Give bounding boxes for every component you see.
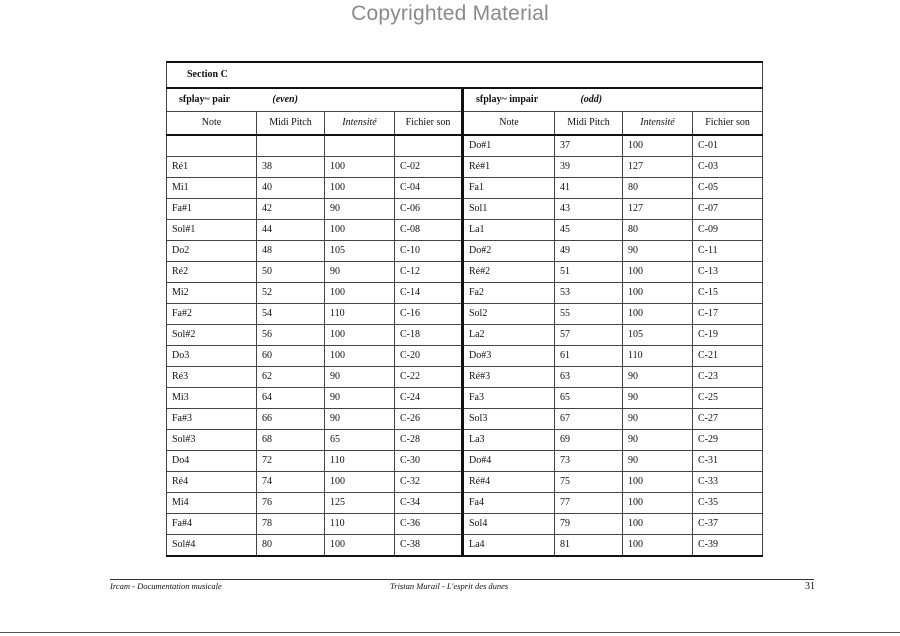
even-sound-file-cell: C-20 bbox=[395, 346, 463, 367]
odd-note-cell: Fa1 bbox=[463, 178, 555, 199]
odd-sound-file-cell: C-19 bbox=[693, 325, 763, 346]
table-row bbox=[167, 514, 763, 535]
even-sound-file-cell bbox=[395, 135, 463, 157]
odd-intensity-cell: 100 bbox=[623, 283, 693, 304]
even-note-cell: Ré2 bbox=[167, 262, 257, 283]
even-intensity-cell bbox=[325, 135, 395, 157]
table-row bbox=[167, 535, 763, 557]
odd-sound-file-cell: C-23 bbox=[693, 367, 763, 388]
even-note-cell: Fa#4 bbox=[167, 514, 257, 535]
odd-midi-pitch-cell: 39 bbox=[555, 157, 623, 178]
odd-midi-pitch-cell: 57 bbox=[555, 325, 623, 346]
odd-group-header bbox=[463, 88, 763, 112]
odd-midi-pitch-cell: 65 bbox=[555, 388, 623, 409]
odd-group-subtitle: (odd) bbox=[580, 94, 603, 105]
odd-intensity-cell: 100 bbox=[623, 472, 693, 493]
even-midi-pitch-cell: 40 bbox=[257, 178, 325, 199]
even-midi-pitch-cell: 38 bbox=[257, 157, 325, 178]
odd-note-cell: Ré#2 bbox=[463, 262, 555, 283]
copyright-watermark: Copyrighted Material bbox=[351, 2, 549, 25]
even-sound-file-cell: C-02 bbox=[395, 157, 463, 178]
odd-note-cell: Ré#3 bbox=[463, 367, 555, 388]
odd-midi-pitch-cell: 37 bbox=[555, 135, 623, 157]
column-header-sound-file: Fichier son bbox=[395, 112, 463, 136]
odd-midi-pitch-cell: 79 bbox=[555, 514, 623, 535]
even-intensity-cell: 90 bbox=[325, 409, 395, 430]
even-sound-file-cell: C-28 bbox=[395, 430, 463, 451]
even-sound-file-cell: C-18 bbox=[395, 325, 463, 346]
odd-intensity-cell: 100 bbox=[623, 304, 693, 325]
odd-sound-file-cell: C-15 bbox=[693, 283, 763, 304]
odd-midi-pitch-cell: 43 bbox=[555, 199, 623, 220]
odd-midi-pitch-cell: 63 bbox=[555, 367, 623, 388]
odd-intensity-cell: 90 bbox=[623, 430, 693, 451]
odd-note-cell: Do#4 bbox=[463, 451, 555, 472]
odd-midi-pitch-cell: 41 bbox=[555, 178, 623, 199]
table-row bbox=[167, 451, 763, 472]
odd-note-cell: Sol2 bbox=[463, 304, 555, 325]
even-sound-file-cell: C-10 bbox=[395, 241, 463, 262]
even-note-cell: Do4 bbox=[167, 451, 257, 472]
odd-midi-pitch-cell: 53 bbox=[555, 283, 623, 304]
table-row bbox=[167, 325, 763, 346]
even-midi-pitch-cell: 80 bbox=[257, 535, 325, 557]
even-midi-pitch-cell: 60 bbox=[257, 346, 325, 367]
column-header-intensity: Intensité bbox=[325, 112, 395, 136]
even-sound-file-cell: C-12 bbox=[395, 262, 463, 283]
table-row bbox=[167, 472, 763, 493]
odd-sound-file-cell: C-03 bbox=[693, 157, 763, 178]
even-midi-pitch-cell: 50 bbox=[257, 262, 325, 283]
even-note-cell: Mi1 bbox=[167, 178, 257, 199]
odd-intensity-cell: 90 bbox=[623, 388, 693, 409]
even-intensity-cell: 100 bbox=[325, 178, 395, 199]
table-row bbox=[167, 199, 763, 220]
odd-intensity-cell: 100 bbox=[623, 262, 693, 283]
odd-sound-file-cell: C-13 bbox=[693, 262, 763, 283]
even-note-cell: Fa#3 bbox=[167, 409, 257, 430]
even-note-cell: Sol#4 bbox=[167, 535, 257, 557]
odd-sound-file-cell: C-17 bbox=[693, 304, 763, 325]
odd-intensity-cell: 90 bbox=[623, 409, 693, 430]
even-group-subtitle: (even) bbox=[272, 94, 298, 105]
even-sound-file-cell: C-22 bbox=[395, 367, 463, 388]
column-header-sound-file: Fichier son bbox=[693, 112, 763, 136]
even-sound-file-cell: C-14 bbox=[395, 283, 463, 304]
even-intensity-cell: 90 bbox=[325, 388, 395, 409]
odd-midi-pitch-cell: 51 bbox=[555, 262, 623, 283]
odd-intensity-cell: 127 bbox=[623, 199, 693, 220]
table-row bbox=[167, 178, 763, 199]
odd-sound-file-cell: C-25 bbox=[693, 388, 763, 409]
even-sound-file-cell: C-36 bbox=[395, 514, 463, 535]
odd-midi-pitch-cell: 67 bbox=[555, 409, 623, 430]
odd-sound-file-cell: C-33 bbox=[693, 472, 763, 493]
table-row bbox=[167, 367, 763, 388]
odd-intensity-cell: 110 bbox=[623, 346, 693, 367]
even-note-cell: Fa#2 bbox=[167, 304, 257, 325]
even-intensity-cell: 100 bbox=[325, 472, 395, 493]
odd-intensity-cell: 100 bbox=[623, 535, 693, 557]
even-midi-pitch-cell: 56 bbox=[257, 325, 325, 346]
even-midi-pitch-cell: 42 bbox=[257, 199, 325, 220]
section-title: Section C bbox=[167, 62, 763, 88]
page-edge bbox=[0, 632, 900, 633]
even-intensity-cell: 125 bbox=[325, 493, 395, 514]
odd-midi-pitch-cell: 73 bbox=[555, 451, 623, 472]
column-header-midi-pitch: Midi Pitch bbox=[257, 112, 325, 136]
odd-sound-file-cell: C-01 bbox=[693, 135, 763, 157]
even-intensity-cell: 100 bbox=[325, 157, 395, 178]
even-midi-pitch-cell: 64 bbox=[257, 388, 325, 409]
odd-midi-pitch-cell: 61 bbox=[555, 346, 623, 367]
even-note-cell: Do2 bbox=[167, 241, 257, 262]
table-row bbox=[167, 220, 763, 241]
column-header-note: Note bbox=[167, 112, 257, 136]
even-sound-file-cell: C-24 bbox=[395, 388, 463, 409]
even-sound-file-cell: C-34 bbox=[395, 493, 463, 514]
table-row bbox=[167, 157, 763, 178]
even-intensity-cell: 100 bbox=[325, 220, 395, 241]
odd-sound-file-cell: C-21 bbox=[693, 346, 763, 367]
note-table bbox=[166, 61, 763, 557]
even-midi-pitch-cell: 48 bbox=[257, 241, 325, 262]
odd-note-cell: La1 bbox=[463, 220, 555, 241]
odd-sound-file-cell: C-27 bbox=[693, 409, 763, 430]
table-row bbox=[167, 388, 763, 409]
odd-note-cell: Do#2 bbox=[463, 241, 555, 262]
note-table-container bbox=[166, 61, 762, 557]
odd-sound-file-cell: C-05 bbox=[693, 178, 763, 199]
odd-note-cell: La4 bbox=[463, 535, 555, 557]
even-sound-file-cell: C-38 bbox=[395, 535, 463, 557]
odd-note-cell: Do#3 bbox=[463, 346, 555, 367]
odd-intensity-cell: 105 bbox=[623, 325, 693, 346]
even-midi-pitch-cell: 78 bbox=[257, 514, 325, 535]
table-row bbox=[167, 430, 763, 451]
table-row bbox=[167, 346, 763, 367]
table-row bbox=[167, 283, 763, 304]
even-intensity-cell: 110 bbox=[325, 514, 395, 535]
odd-midi-pitch-cell: 81 bbox=[555, 535, 623, 557]
odd-midi-pitch-cell: 55 bbox=[555, 304, 623, 325]
even-sound-file-cell: C-06 bbox=[395, 199, 463, 220]
even-midi-pitch-cell: 76 bbox=[257, 493, 325, 514]
even-note-cell: Do3 bbox=[167, 346, 257, 367]
even-sound-file-cell: C-32 bbox=[395, 472, 463, 493]
column-header-row bbox=[167, 112, 763, 136]
even-sound-file-cell: C-04 bbox=[395, 178, 463, 199]
table-row bbox=[167, 409, 763, 430]
odd-note-cell: Fa4 bbox=[463, 493, 555, 514]
even-note-cell: Sol#2 bbox=[167, 325, 257, 346]
footer-left-text: Ircam - Documentation musicale bbox=[110, 581, 222, 591]
page-number: 31 bbox=[805, 581, 815, 592]
odd-intensity-cell: 100 bbox=[623, 135, 693, 157]
odd-note-cell: Sol4 bbox=[463, 514, 555, 535]
even-sound-file-cell: C-16 bbox=[395, 304, 463, 325]
even-note-cell: Ré3 bbox=[167, 367, 257, 388]
even-sound-file-cell: C-08 bbox=[395, 220, 463, 241]
odd-midi-pitch-cell: 69 bbox=[555, 430, 623, 451]
odd-intensity-cell: 127 bbox=[623, 157, 693, 178]
odd-intensity-cell: 90 bbox=[623, 367, 693, 388]
even-note-cell: Mi3 bbox=[167, 388, 257, 409]
even-note-cell: Ré1 bbox=[167, 157, 257, 178]
even-intensity-cell: 90 bbox=[325, 262, 395, 283]
odd-note-cell: Do#1 bbox=[463, 135, 555, 157]
table-row bbox=[167, 304, 763, 325]
odd-sound-file-cell: C-29 bbox=[693, 430, 763, 451]
odd-note-cell: Ré#4 bbox=[463, 472, 555, 493]
even-midi-pitch-cell bbox=[257, 135, 325, 157]
odd-sound-file-cell: C-11 bbox=[693, 241, 763, 262]
even-note-cell: Ré4 bbox=[167, 472, 257, 493]
footer-divider bbox=[110, 579, 814, 580]
odd-note-cell: Ré#1 bbox=[463, 157, 555, 178]
odd-note-cell: La3 bbox=[463, 430, 555, 451]
even-intensity-cell: 100 bbox=[325, 325, 395, 346]
odd-intensity-cell: 100 bbox=[623, 514, 693, 535]
even-note-cell: Sol#3 bbox=[167, 430, 257, 451]
table-row bbox=[167, 493, 763, 514]
odd-sound-file-cell: C-39 bbox=[693, 535, 763, 557]
odd-intensity-cell: 80 bbox=[623, 220, 693, 241]
even-midi-pitch-cell: 44 bbox=[257, 220, 325, 241]
even-group-title: sfplay~ pair bbox=[179, 94, 230, 105]
even-intensity-cell: 100 bbox=[325, 283, 395, 304]
even-intensity-cell: 90 bbox=[325, 367, 395, 388]
odd-sound-file-cell: C-09 bbox=[693, 220, 763, 241]
table-row bbox=[167, 135, 763, 157]
footer-center-text: Tristan Murail - L'esprit des dunes bbox=[390, 581, 509, 591]
odd-intensity-cell: 90 bbox=[623, 241, 693, 262]
odd-group-title: sfplay~ impair bbox=[476, 94, 538, 105]
odd-midi-pitch-cell: 75 bbox=[555, 472, 623, 493]
even-intensity-cell: 100 bbox=[325, 535, 395, 557]
even-intensity-cell: 110 bbox=[325, 304, 395, 325]
even-midi-pitch-cell: 74 bbox=[257, 472, 325, 493]
even-note-cell: Fa#1 bbox=[167, 199, 257, 220]
even-midi-pitch-cell: 62 bbox=[257, 367, 325, 388]
even-group-header bbox=[167, 88, 463, 112]
odd-sound-file-cell: C-35 bbox=[693, 493, 763, 514]
even-midi-pitch-cell: 52 bbox=[257, 283, 325, 304]
odd-note-cell: Fa3 bbox=[463, 388, 555, 409]
odd-note-cell: Sol3 bbox=[463, 409, 555, 430]
even-note-cell: Mi4 bbox=[167, 493, 257, 514]
even-intensity-cell: 105 bbox=[325, 241, 395, 262]
even-note-cell: Sol#1 bbox=[167, 220, 257, 241]
even-midi-pitch-cell: 54 bbox=[257, 304, 325, 325]
odd-intensity-cell: 100 bbox=[623, 493, 693, 514]
odd-midi-pitch-cell: 49 bbox=[555, 241, 623, 262]
odd-note-cell: La2 bbox=[463, 325, 555, 346]
table-body bbox=[167, 135, 763, 556]
even-intensity-cell: 65 bbox=[325, 430, 395, 451]
odd-midi-pitch-cell: 45 bbox=[555, 220, 623, 241]
odd-intensity-cell: 90 bbox=[623, 451, 693, 472]
table-row bbox=[167, 241, 763, 262]
column-header-midi-pitch: Midi Pitch bbox=[555, 112, 623, 136]
odd-midi-pitch-cell: 77 bbox=[555, 493, 623, 514]
even-sound-file-cell: C-30 bbox=[395, 451, 463, 472]
even-note-cell: Mi2 bbox=[167, 283, 257, 304]
column-header-note: Note bbox=[463, 112, 555, 136]
even-intensity-cell: 110 bbox=[325, 451, 395, 472]
even-midi-pitch-cell: 72 bbox=[257, 451, 325, 472]
odd-sound-file-cell: C-07 bbox=[693, 199, 763, 220]
odd-note-cell: Sol1 bbox=[463, 199, 555, 220]
odd-sound-file-cell: C-31 bbox=[693, 451, 763, 472]
odd-sound-file-cell: C-37 bbox=[693, 514, 763, 535]
even-midi-pitch-cell: 68 bbox=[257, 430, 325, 451]
even-sound-file-cell: C-26 bbox=[395, 409, 463, 430]
odd-note-cell: Fa2 bbox=[463, 283, 555, 304]
even-midi-pitch-cell: 66 bbox=[257, 409, 325, 430]
column-header-intensity: Intensité bbox=[623, 112, 693, 136]
even-intensity-cell: 100 bbox=[325, 346, 395, 367]
even-intensity-cell: 90 bbox=[325, 199, 395, 220]
even-note-cell bbox=[167, 135, 257, 157]
odd-intensity-cell: 80 bbox=[623, 178, 693, 199]
table-row bbox=[167, 262, 763, 283]
